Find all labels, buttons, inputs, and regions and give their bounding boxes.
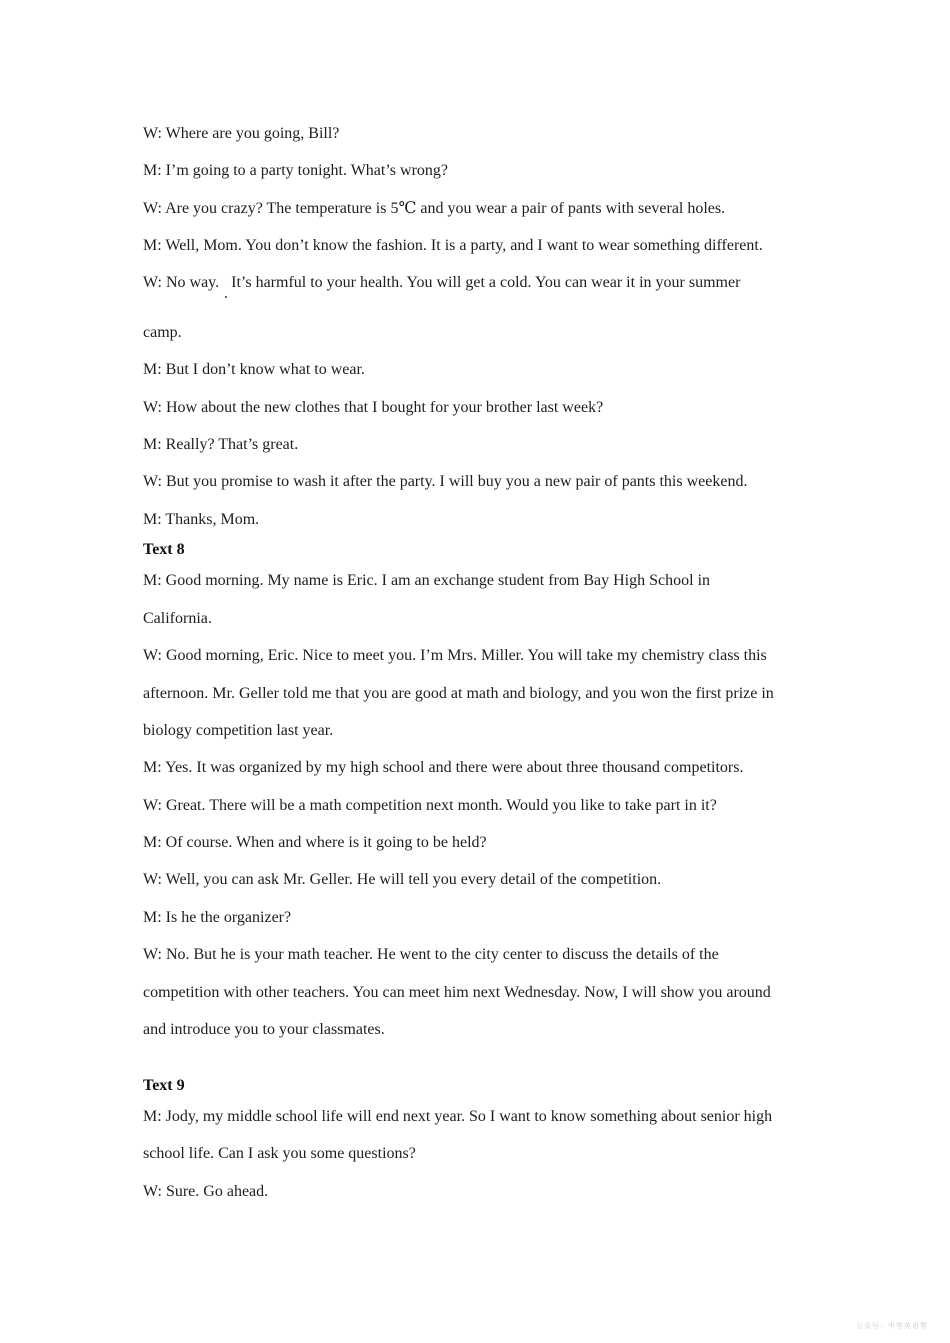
dialogue-line: M: But I don’t know what to wear. <box>143 361 365 378</box>
section-heading: Text 8 <box>143 541 185 558</box>
dialogue-line: W: Well, you can ask Mr. Geller. He will tell you every detail of the competition. <box>143 871 662 888</box>
dialogue-line: M: Jody, my middle school life will end next year. So I want to know something about senior high <box>143 1108 773 1125</box>
dialogue-line: M: Really? That’s great. <box>143 436 299 453</box>
dialogue-line: W: Good morning, Eric. Nice to meet you. I’m Mrs. Miller. You will take my chemistry class this <box>143 647 767 664</box>
section-heading: Text 9 <box>143 1077 185 1094</box>
dialogue-line: W: No. But he is your math teacher. He went to the city center to discuss the details of the <box>143 946 719 963</box>
dialogue-line: W: But you promise to wash it after the party. I will buy you a new pair of pants this weekend. <box>143 473 748 490</box>
dialogue-line: camp. <box>143 324 182 341</box>
dialogue-line: M: Is he the organizer? <box>143 909 292 926</box>
dialogue-line: W: No way. It’s harmful to your health. You will get a cold. You can wear it in your summer <box>143 274 741 291</box>
dialogue-line: competition with other teachers. You can meet him next Wednesday. Now, I will show you around <box>143 984 771 1001</box>
dialogue-line: California. <box>143 610 212 627</box>
stray-dot <box>225 296 227 298</box>
dialogue-line: M: Thanks, Mom. <box>143 511 260 528</box>
dialogue-line: W: Are you crazy? The temperature is 5℃ and you wear a pair of pants with several holes. <box>143 200 726 217</box>
dialogue-line: afternoon. Mr. Geller told me that you are good at math and biology, and you won the first prize in <box>143 685 774 702</box>
dialogue-line: M: Well, Mom. You don’t know the fashion. It is a party, and I want to wear something different. <box>143 237 763 254</box>
dialogue-line: W: How about the new clothes that I bought for your brother last week? <box>143 399 604 416</box>
dialogue-line: biology competition last year. <box>143 722 334 739</box>
watermark: 公众号：中学英语帮 <box>856 1322 928 1330</box>
dialogue-line: W: Where are you going, Bill? <box>143 125 340 142</box>
dialogue-line: and introduce you to your classmates. <box>143 1021 385 1038</box>
dialogue-line: W: Sure. Go ahead. <box>143 1183 269 1200</box>
dialogue-line: M: Good morning. My name is Eric. I am an exchange student from Bay High School in <box>143 572 711 589</box>
dialogue-line: school life. Can I ask you some questions? <box>143 1145 416 1162</box>
dialogue-line: M: Of course. When and where is it going to be held? <box>143 834 487 851</box>
dialogue-line: M: I’m going to a party tonight. What’s wrong? <box>143 162 448 179</box>
dialogue-line: M: Yes. It was organized by my high school and there were about three thousand competitors. <box>143 759 744 776</box>
dialogue-line: W: Great. There will be a math competition next month. Would you like to take part in it? <box>143 797 717 814</box>
